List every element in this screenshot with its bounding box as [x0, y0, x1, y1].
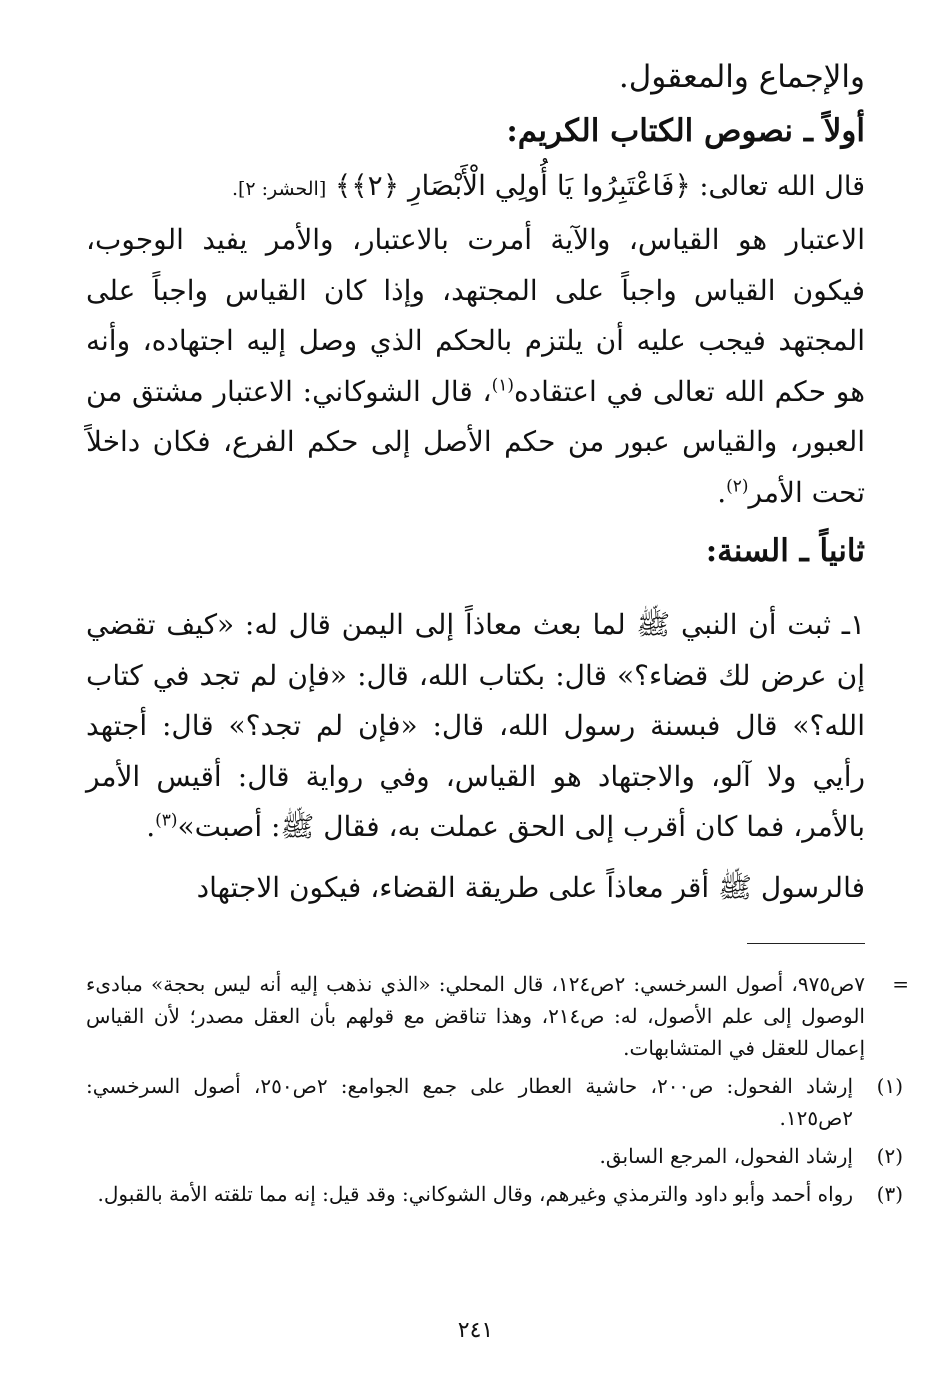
footnote-item-2: [86, 1140, 903, 1172]
paragraph-text-cont: ، قال الشوكاني: الاعتبار مشتق من العبور، والقياس عبور من حكم الأصل إلى حكم الفرع، فكان داخلاً تحت الأمر: [86, 374, 865, 509]
footnote-divider: [86, 943, 865, 944]
footnote-text: إرشاد الفحول: ص٢٠٠، حاشية العطار على جمع الجوامع: ٢ص٢٥٠، أصول السرخسي: ٢ص١٢٥.: [86, 1074, 854, 1130]
footnote-continuation: [86, 968, 909, 1064]
footnote-number: (٢): [876, 1144, 903, 1168]
footnote-ref-3: (٣): [155, 810, 178, 831]
footnote-text: إرشاد الفحول، المرجع السابق.: [599, 1144, 853, 1168]
verse-line: [86, 164, 865, 211]
spacer: [86, 584, 865, 600]
paragraph-analogy: [86, 215, 865, 518]
intro-line: والإجماع والمعقول.: [618, 59, 865, 95]
page-number: ٢٤١: [457, 1318, 494, 1343]
paragraph-end: .: [717, 475, 727, 509]
footnote-continuation-text: ٧ص٩٧٥، أصول السرخسي: ٢ص١٢٤، قال المحلي: «الذي نذهب إليه أنه ليس بحجة» مبادىء الوصول إلى علم الأصول، له: ص٢١٤، وهذا تناقض مع قولهم بأن العقل مصدر؛ لأن القياس إعمال للعقل في المتشابهات.: [86, 972, 865, 1060]
footnote-ref-2: (٢): [726, 476, 749, 497]
footnote-text: رواه أحمد وأبو داود والترمذي وغيرهم، وقال الشوكاني: وقد قيل: إنه مما تلقته الأمة بالقبول.: [97, 1182, 853, 1206]
footnotes: [86, 968, 909, 1210]
verse-prefix: قال الله تعالى:: [699, 171, 865, 202]
heading-sunnah: ثانياً ـ السنة:: [705, 533, 865, 569]
paragraph-text: ١ـ ثبت أن النبي ﷺ لما بعث معاذاً إلى اليمن قال له: «كيف تقضي إن عرض لك قضاء؟» قال: بكتاب الله، قال: «فإن لم تجد في كتاب الله؟» قال فبسنة رسول الله، قال: «فإن لم تجد؟» قال: أجتهد رأيي ولا آلو، والاجتهاد هو القياس، وفي رواية قال: أقيس الأمر بالأمر، فما كان أقرب إلى الحق عملت به، فقال ﷺ: أصبت»: [86, 608, 865, 843]
heading-quran-texts: أولاً ـ نصوص الكتاب الكريم:: [506, 113, 865, 149]
paragraph-prophet-approval: فالرسول ﷺ أقر معاذاً على طريقة القضاء، فيكون الاجتهاد: [196, 870, 865, 904]
paragraph-end: .: [146, 810, 156, 843]
footnote-item-1: [86, 1070, 903, 1134]
continuation-mark: =: [892, 972, 909, 996]
verse-reference: [الحشر: ٢].: [231, 178, 327, 200]
footnote-item-3: [86, 1178, 903, 1210]
verse-text: ﴿فَاعْتَبِرُوا يَا أُولِي الْأَبْصَارِ ﴿٢﴾﴾: [334, 169, 691, 202]
paragraph-text: الاعتبار هو القياس، والآية أمرت بالاعتبار، والأمر يفيد الوجوب، فيكون القياس واجباً على المجتهد، وإذا كان القياس واجباً على المجتهد فيجب عليه أن يلتزم بالحكم الذي وصل إليه اجتهاده، وأنه هو حكم الله تعالى في اعتقاده: [86, 223, 866, 408]
footnote-number: (١): [876, 1074, 903, 1098]
footnote-ref-1: (١): [491, 375, 514, 396]
paragraph-muadh-hadith: [86, 600, 865, 853]
footnote-number: (٣): [876, 1182, 903, 1206]
